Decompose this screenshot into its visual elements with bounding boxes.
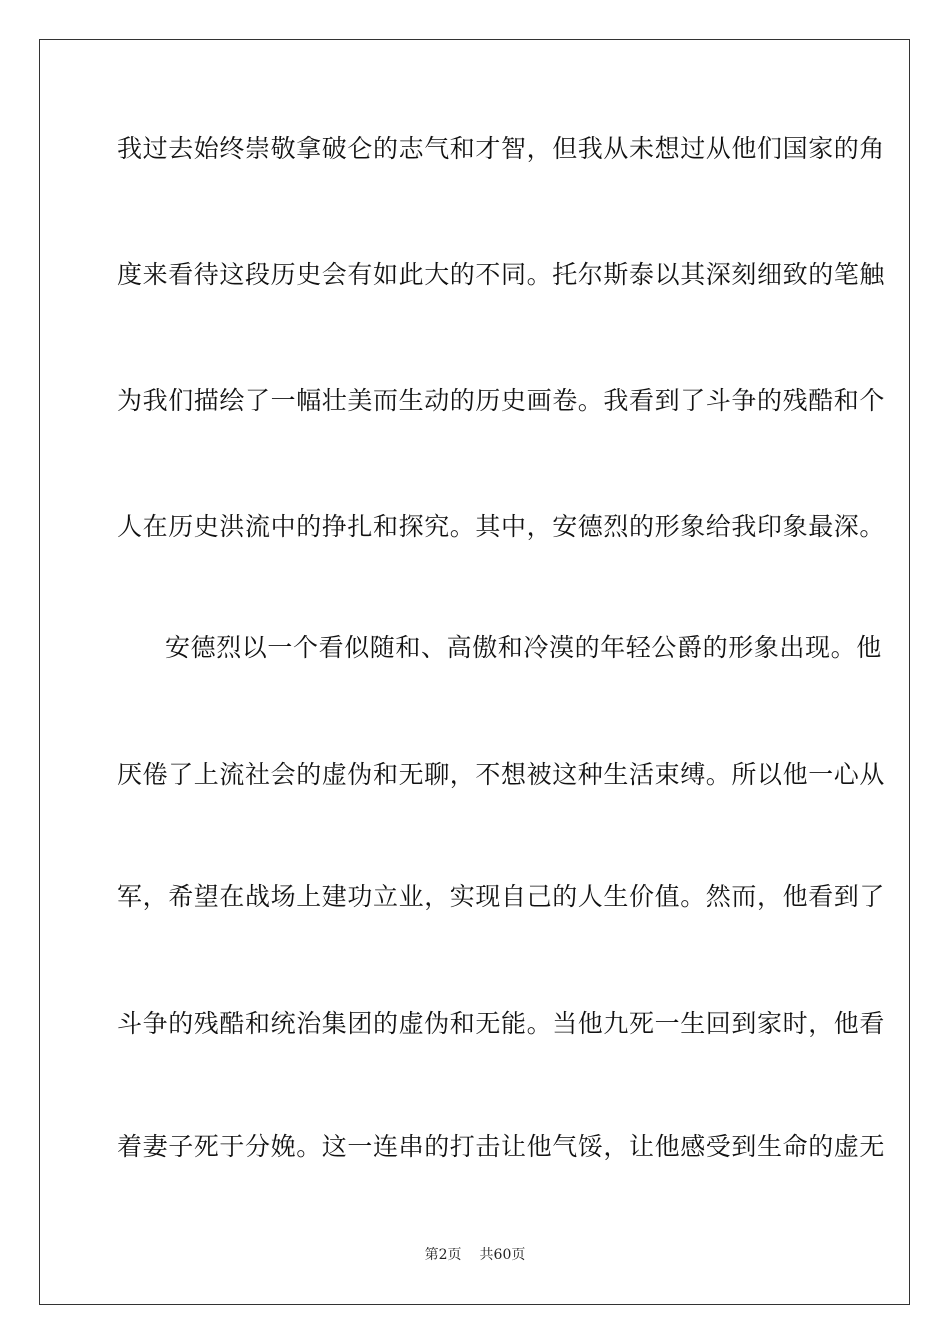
text-line: 厌倦了上流社会的虚伪和无聊，不想被这种生活束缚。所以他一心从: [117, 760, 886, 789]
text-line: 为我们描绘了一幅壮美而生动的历史画卷。我看到了斗争的残酷和个: [117, 386, 886, 415]
page-footer: [0, 1246, 950, 1264]
text-line: 斗争的残酷和统治集团的虚伪和无能。当他九死一生回到家时，他看: [117, 1009, 886, 1038]
text-line: 着妻子死于分娩。这一连串的打击让他气馁，让他感受到生命的虚无: [117, 1132, 886, 1161]
page-border: [39, 39, 910, 1305]
text-line: 我过去始终崇敬拿破仑的志气和才智，但我从未想过从他们国家的角: [117, 134, 886, 163]
text-line: 军，希望在战场上建功立业，实现自己的人生价值。然而，他看到了: [117, 882, 886, 911]
text-line: 人在历史洪流中的挣扎和探究。其中，安德烈的形象给我印象最深。: [117, 512, 886, 541]
text-line: 度来看待这段历史会有如此大的不同。托尔斯泰以其深刻细致的笔触: [117, 260, 886, 289]
paragraph-first-line: 安德烈以一个看似随和、高傲和冷漠的年轻公爵的形象出现。他: [165, 633, 882, 662]
page-number: 第2页: [424, 1247, 462, 1263]
page-total: 共60页: [479, 1247, 526, 1263]
